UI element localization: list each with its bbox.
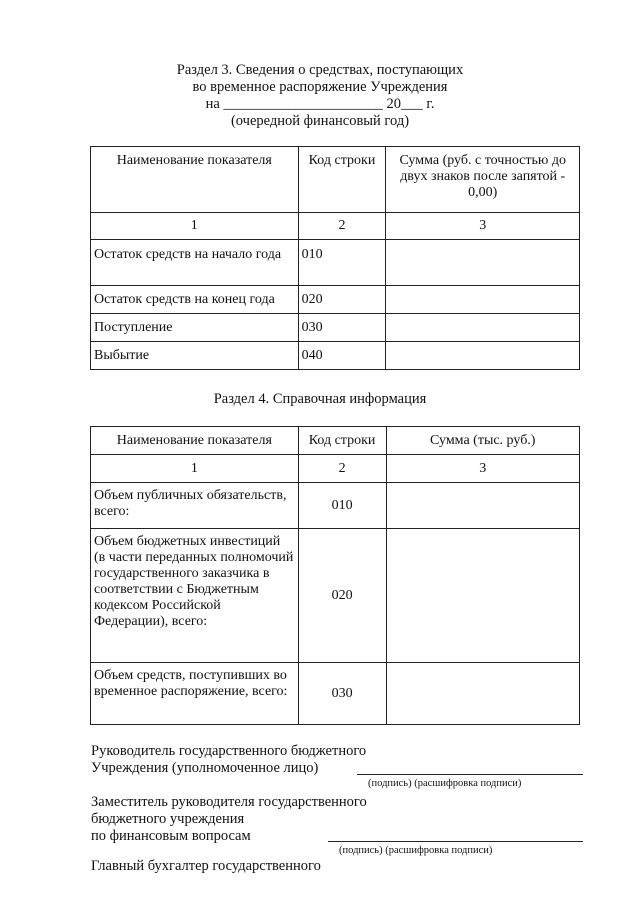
- row-code: 030: [298, 663, 386, 725]
- header-sum: Сумма (руб. с точностью до двух знаков после запятой - 0,00): [386, 147, 580, 213]
- section3-table: [90, 146, 580, 370]
- row-code: 020: [298, 529, 386, 663]
- header-indicator: Наименование показателя: [91, 147, 299, 213]
- section3-title-line4: (очередной финансовый год): [230, 113, 410, 129]
- deputy-signature-line[interactable]: [328, 841, 583, 842]
- row-code: 010: [298, 240, 386, 286]
- row-code: 020: [298, 286, 386, 314]
- row-name: Выбытие: [91, 342, 299, 370]
- table-row: [91, 529, 580, 663]
- row-sum-cell[interactable]: [386, 240, 580, 286]
- table-row: [91, 286, 580, 314]
- section3-date-line: на ______________________ 20___ г.: [205, 96, 435, 112]
- head-signature-label-line2: Учреждения (уполномоченное лицо): [91, 760, 319, 776]
- row-sum-cell[interactable]: [386, 483, 580, 529]
- row-code: 010: [298, 483, 386, 529]
- section4-title: Раздел 4. Справочная информация: [213, 391, 427, 407]
- row-name: Объем бюджетных инвестиций (в части переданных полномочий государственного заказчика в соответствии с Бюджетным кодексом Российской Федерации), всего:: [91, 529, 299, 663]
- header-code: Код строки: [298, 147, 386, 213]
- row-code: 040: [298, 342, 386, 370]
- table-row: [91, 663, 580, 725]
- col-number-3: 3: [386, 455, 580, 483]
- column-number-row: [91, 455, 580, 483]
- table-header-row: [91, 427, 580, 455]
- head-signature-label-line1: Руководитель государственного бюджетного: [91, 743, 367, 759]
- column-number-row: [91, 213, 580, 240]
- row-name: Объем публичных обязательств, всего:: [91, 483, 299, 529]
- col-number-2: 2: [298, 455, 386, 483]
- table-header-row: [91, 147, 580, 213]
- header-sum: Сумма (тыс. руб.): [386, 427, 580, 455]
- row-name: Поступление: [91, 314, 299, 342]
- header-indicator: Наименование показателя: [91, 427, 299, 455]
- table-row: [91, 483, 580, 529]
- head-signature-hint: (подпись) (расшифровка подписи): [368, 778, 522, 789]
- section3-title-line2: во временное распоряжение Учреждения: [192, 79, 448, 95]
- row-name: Остаток средств на начало года: [91, 240, 299, 286]
- table-row: [91, 314, 580, 342]
- row-name: Остаток средств на конец года: [91, 286, 299, 314]
- deputy-signature-label-line1: Заместитель руководителя государственного: [91, 794, 367, 810]
- table-row: [91, 342, 580, 370]
- section4-table: [90, 426, 580, 725]
- row-sum-cell[interactable]: [386, 663, 580, 725]
- header-code: Код строки: [298, 427, 386, 455]
- col-number-1: 1: [91, 213, 299, 240]
- accountant-signature-label-line1: Главный бухгалтер государственного: [91, 858, 321, 874]
- row-sum-cell[interactable]: [386, 314, 580, 342]
- row-sum-cell[interactable]: [386, 529, 580, 663]
- col-number-3: 3: [386, 213, 580, 240]
- row-code: 030: [298, 314, 386, 342]
- head-signature-line[interactable]: [357, 774, 583, 775]
- row-sum-cell[interactable]: [386, 342, 580, 370]
- col-number-1: 1: [91, 455, 299, 483]
- deputy-signature-label-line2: бюджетного учреждения: [91, 811, 245, 827]
- deputy-signature-hint: (подпись) (расшифровка подписи): [339, 845, 493, 856]
- table-row: [91, 240, 580, 286]
- col-number-2: 2: [298, 213, 386, 240]
- section3-title-line1: Раздел 3. Сведения о средствах, поступающих: [176, 62, 464, 78]
- row-sum-cell[interactable]: [386, 286, 580, 314]
- deputy-signature-label-line3: по финансовым вопросам: [91, 828, 251, 844]
- row-name: Объем средств, поступивших во временное распоряжение, всего:: [91, 663, 299, 725]
